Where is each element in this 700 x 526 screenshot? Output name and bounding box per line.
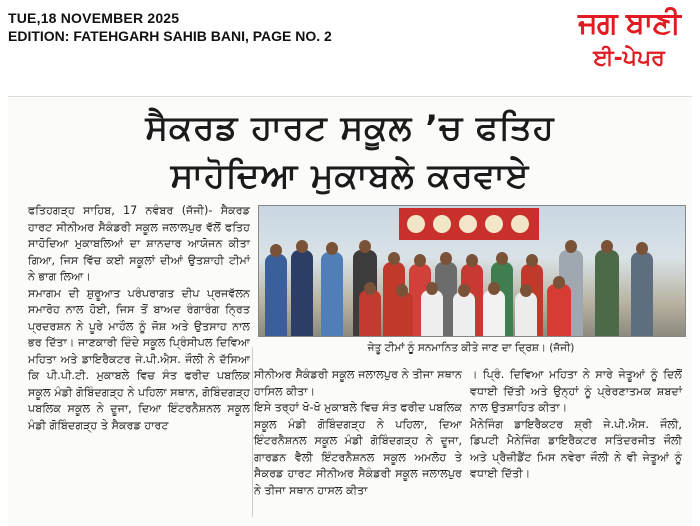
logo-subtitle: ਈ-ਪੇਪਰ — [593, 46, 665, 71]
column-divider — [252, 347, 253, 517]
photo-person — [453, 292, 475, 336]
article-photo — [258, 205, 686, 337]
photo-person — [595, 250, 619, 336]
photo-person — [291, 250, 313, 336]
photo-caption: ਜੇਤੂ ਟੀਮਾਂ ਨੂੰ ਸਨਮਾਨਿਤ ਕੀਤੇ ਜਾਣ ਦਾ ਦ੍ਰਿਸ਼। (ਜੱਜੀ) — [367, 342, 575, 354]
photo-person — [515, 292, 537, 336]
photo-person — [359, 290, 381, 336]
photo-person — [321, 252, 343, 336]
article-column-1 — [28, 203, 250, 434]
paragraph: । ਪ੍ਰਿੰ. ਦਿਵਿਆ ਮਹਿਤਾ ਨੇ ਸਾਰੇ ਜੇਤੂਆਂ ਨੂੰ ਦਿਲੋਂ ਵਧਾਈ ਦਿੱਤੀ ਅਤੇ ਉਨ੍ਹਾਂ ਨੂੰ ਪ੍ਰੇਰਣਾਤਮਕ ਸ਼ਬਦਾਂ ਨਾਲ ਉਤਸ਼ਾਹਿਤ ਕੀਤਾ। — [470, 368, 682, 414]
logo-title: ਜਗ ਬਾਣੀ — [578, 6, 680, 41]
photo-person — [631, 252, 653, 336]
headline-line-2: ਸਾਹੋਦਿਆ ਮੁਕਾਬਲੇ ਕਰਵਾਏ — [170, 156, 530, 196]
article-column-3 — [470, 367, 682, 483]
paragraph: ਇਸੇ ਤਰ੍ਹਾਂ ਖੋ-ਖੋ ਮੁਕਾਬਲੇ ਵਿਚ ਸੰਤ ਫਰੀਦ ਪਬਲਿਕ ਸਕੂਲ ਮੰਡੀ ਗੋਬਿੰਦਗੜ੍ਹ ਨੇ ਪਹਿਲਾ, ਦਿਆ ਇੰਟਰਨੈਸ਼ਨਲ ਸਕੂਲ ਮੰਡੀ ਗੋਬਿੰਦਗੜ੍ਹ ਨੇ ਦੂਜਾ, ਗਾਰਡਨ ਵੈਲੀ ਇੰਟਰਨੈਸ਼ਨਲ ਸਕੂਲ ਅਮਲੋਹ ਤੇ ਸੈਕਰਡ ਹਾਰਟ ਸੀਨੀਅਰ ਸੈਕੰਡਰੀ ਸਕੂਲ ਜਲਾਲਪੁਰ ਨੇ ਤੀਜਾ ਸਥਾਨ ਹਾਸਲ ਕੀਤਾ — [254, 401, 462, 497]
jagbani-logo[interactable] — [570, 6, 688, 90]
school-banner — [399, 208, 539, 240]
paragraph: ਸੀਨੀਅਰ ਸੈਕੰਡਰੀ ਸਕੂਲ ਜਲਾਲਪੁਰ ਨੇ ਤੀਜਾ ਸਥਾਨ ਹਾਸਿਲ ਕੀਤਾ। — [254, 368, 462, 398]
paragraph: ਮੈਨੇਜਿੰਗ ਡਾਇਰੈਕਟਰ ਸ਼੍ਰੀ ਜੇ.ਪੀ.ਐਸ. ਜੌਲੀ, ਡਿਪਟੀ ਮੈਨੇਜਿੰਗ ਡਾਇਰੈਕਟਰ ਸਤਿੰਦਰਜੀਤ ਜੌਲੀ ਅਤੇ ਪ੍ਰੈਜ਼ੀਡੈਂਟ ਮਿਸ ਨਵੇਰਾ ਜੌਲੀ ਨੇ ਵੀ ਜੇਤੂਆਂ ਨੂੰ ਵਧਾਈ ਦਿੱਤੀ। — [470, 417, 682, 480]
photo-person — [391, 292, 413, 336]
photo-person — [421, 290, 443, 336]
paragraph: ਫਤਿਹਗੜ੍ਹ ਸਾਹਿਬ, 17 ਨਵੰਬਰ (ਜੱਜੀ)- ਸੈਕਰਡ ਹਾਰਟ ਸੀਨੀਅਰ ਸੈਕੰਡਰੀ ਸਕੂਲ ਜਲਾਲਪੁਰ ਵੱਲੋਂ ਫਤਿਹ ਸਾਹੋਦਿਆ ਮੁਕਾਬਲਿਆਂ ਦਾ ਸ਼ਾਨਦਾਰ ਆਯੋਜਨ ਕੀਤਾ ਗਿਆ, ਜਿਸ ਵਿੱਚ ਕਈ ਸਕੂਲਾਂ ਦੀਆਂ ਉਤਸ਼ਾਹੀ ਟੀਮਾਂ ਨੇ ਭਾਗ ਲਿਆ। — [28, 204, 250, 283]
photo-person — [483, 290, 505, 336]
headline-line-1: ਸੈਕਰਡ ਹਾਰਟ ਸਕੂਲ ’ਚ ਫਤਿਹ — [145, 108, 555, 148]
edition-info: EDITION: FATEHGARH SAHIB BANI, PAGE NO. 2 — [8, 28, 332, 44]
photo-person — [265, 254, 287, 336]
publication-date: TUE,18 NOVEMBER 2025 — [8, 10, 180, 26]
epaper-header — [0, 0, 700, 96]
photo-person — [547, 284, 571, 336]
paragraph: ਸਮਾਗਮ ਦੀ ਸ਼ੁਰੂਆਤ ਪਰੰਪਰਾਗਤ ਦੀਪ ਪ੍ਰਜਵੱਲਨ ਸਮਾਰੋਹ ਨਾਲ ਹੋਈ, ਜਿਸ ਤੋਂ ਬਾਅਦ ਰੰਗਾਰੰਗ ਨ੍ਰਿਤ ਪ੍ਰਦਰਸ਼ਨ ਨੇ ਪੂਰੇ ਮਾਹੌਲ ਨੂੰ ਜੋਸ਼ ਅਤੇ ਉਤਸਾਹ ਨਾਲ ਭਰ ਦਿੱਤਾ। ਜਾਣਕਾਰੀ ਦਿੰਦੇ ਸਕੂਲ ਪ੍ਰਿੰਸੀਪਲ ਦਿਵਿਆ ਮਹਿਤਾ ਅਤੇ ਡਾਇਰੈਕਟਰ ਜੇ.ਪੀ.ਐਸ. ਜੌਲੀ ਨੇ ਦੱਸਿਆ ਕਿ ਪੀ.ਪੀ.ਟੀ. ਮੁਕਾਬਲੇ ਵਿਚ ਸੰਤ ਫਰੀਦ ਪਬਲਿਕ ਸਕੂਲ ਮੰਡੀ ਗੋਬਿੰਦਗੜ੍ਹ ਨੇ ਪਹਿਲਾ ਸਥਾਨ, ਗੋਬਿੰਦਗੜ੍ਹ ਪਬਲਿਕ ਸਕੂਲ ਨੇ ਦੂਜਾ, ਦਿਆ ਇੰਟਰਨੈਸ਼ਨਲ ਸਕੂਲ ਮੰਡੀ ਗੋਬਿੰਦਗੜ੍ਹ ਤੇ ਸੈਕਰਡ ਹਾਰਟ — [28, 286, 250, 432]
article-column-2 — [254, 367, 462, 499]
news-clipping — [8, 96, 692, 526]
